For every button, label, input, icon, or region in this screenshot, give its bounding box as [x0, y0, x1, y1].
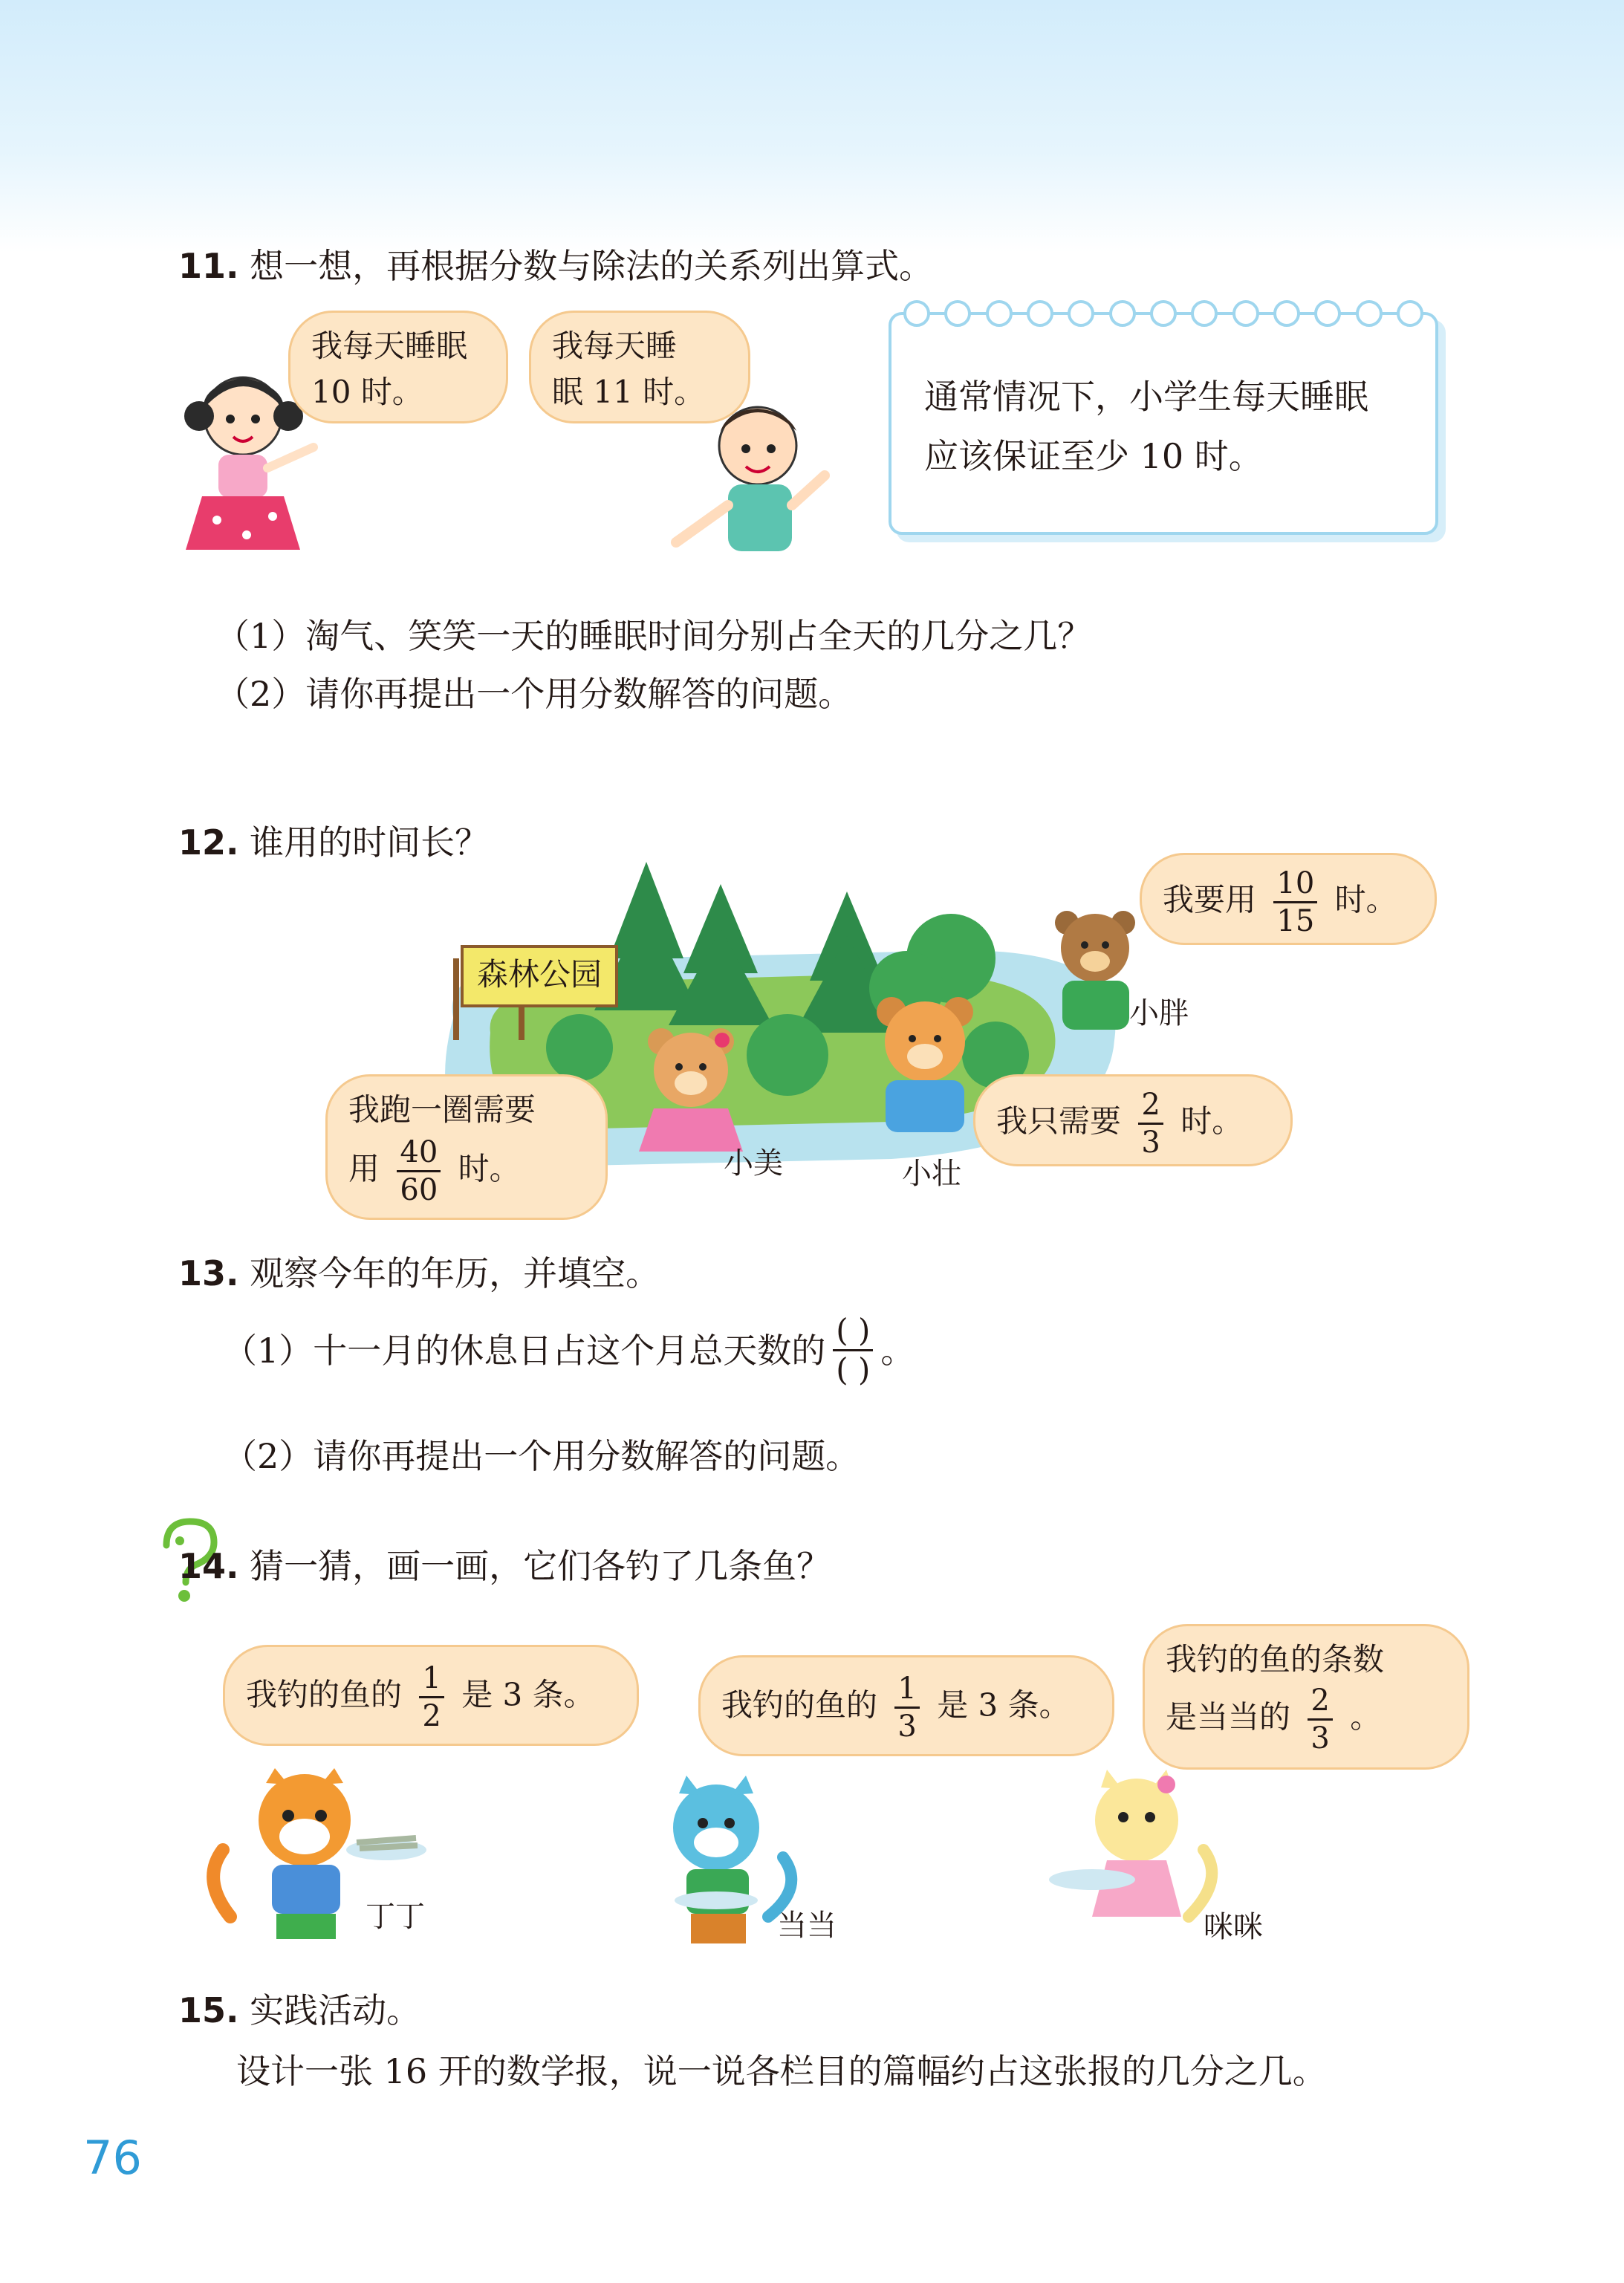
- q15-body: 设计一张 16 开的数学报，说一说各栏目的篇幅约占这张报的几分之几。: [236, 2051, 1327, 2091]
- xiaopang-speech-bubble: [1140, 853, 1437, 945]
- mimi-bubble-post: 。: [1350, 1698, 1382, 1735]
- q14-text: 猜一猜，画一画，它们各钓了几条鱼？: [250, 1546, 831, 1586]
- q14-heading: [178, 1544, 831, 1588]
- q11-number: 11.: [178, 246, 239, 286]
- mimi-bubble-pre: 是当当的: [1166, 1698, 1291, 1735]
- page-number: 76: [83, 2131, 142, 2185]
- xiaopang-bubble-post: 时。: [1334, 881, 1397, 918]
- q13-sub1: [223, 1312, 915, 1388]
- forest-park-sign: 森林公园: [461, 945, 618, 1007]
- xiaomei-name: 小美: [724, 1146, 783, 1181]
- xiaozhuang-bubble-post: 时。: [1180, 1102, 1244, 1140]
- fraction-denominator: 15: [1276, 904, 1315, 938]
- dingding-bubble-pre: 我钓的鱼的: [246, 1676, 403, 1713]
- dangdang-speech-bubble: [698, 1655, 1114, 1756]
- fraction-2-3: [1138, 1088, 1163, 1160]
- girl-bubble-line-1: 我每天睡眠: [311, 328, 468, 364]
- q11-sub2: （2）请你再提出一个用分数解答的问题。: [215, 674, 853, 714]
- girl-speech-bubble: [288, 311, 508, 423]
- xiaomei-bubble-pre: 用: [348, 1150, 380, 1187]
- fraction-denominator: 2: [422, 1699, 441, 1733]
- header-band: [0, 0, 1624, 253]
- sleep-guideline-note: [889, 312, 1438, 535]
- blank-denominator[interactable]: ( ): [836, 1351, 871, 1388]
- xiaopang-name: 小胖: [1129, 996, 1189, 1030]
- fraction-1-3: [894, 1672, 919, 1744]
- note-binder-rings: [903, 300, 1423, 327]
- dingding-bubble-post: 是 3 条。: [461, 1676, 595, 1713]
- xiaozhuang-bubble-pre: 我只需要: [996, 1102, 1122, 1140]
- fraction-numerator: 40: [397, 1137, 441, 1172]
- boy-xiaoxiao-illustration: [669, 394, 832, 557]
- dingding-name: 丁丁: [366, 1900, 425, 1934]
- dangdang-bubble-pre: 我钓的鱼的: [721, 1686, 878, 1724]
- xiaozhuang-bear-illustration: [862, 996, 988, 1152]
- boy-bubble-line-1: 我每天睡: [552, 328, 678, 364]
- fraction-40-60: [397, 1137, 441, 1205]
- fraction-numerator: 2: [1308, 1686, 1332, 1721]
- q13-sub1-end: 。: [880, 1330, 915, 1371]
- q12-heading: [178, 820, 489, 865]
- dangdang-bubble-post: 是 3 条。: [937, 1686, 1071, 1724]
- mimi-bubble-line-1: 我钓的鱼的条数: [1166, 1641, 1385, 1678]
- q12-number: 12.: [178, 822, 239, 863]
- fraction-denominator: 3: [1141, 1126, 1160, 1160]
- xiaozhuang-name: 小壮: [902, 1157, 961, 1191]
- xiaozhuang-speech-bubble: [973, 1074, 1293, 1166]
- q12-text: 谁用的时间长？: [250, 822, 490, 863]
- q13-sub1-text: （1）十一月的休息日占这个月总天数的: [223, 1330, 826, 1371]
- boy-bubble-line-2: 眠 11 时。: [552, 374, 706, 410]
- q11-heading: [178, 244, 933, 288]
- note-line-1: 通常情况下，小学生每天睡眠: [924, 377, 1368, 417]
- xiaopang-bubble-pre: 我要用: [1163, 881, 1257, 918]
- fraction-10-15: [1273, 868, 1317, 936]
- fraction-numerator: 1: [419, 1663, 444, 1698]
- q13-text: 观察今年的年历，并填空。: [250, 1253, 660, 1293]
- mimi-name: 咪咪: [1204, 1910, 1263, 1944]
- q11-text: 想一想，再根据分数与除法的关系列出算式。: [250, 246, 934, 286]
- mimi-speech-bubble: [1143, 1624, 1469, 1770]
- q14-number: 14.: [178, 1546, 239, 1586]
- fraction-numerator: 1: [894, 1674, 919, 1709]
- q11-sub1: （1）淘气、笑笑一天的睡眠时间分别占全天的几分之几？: [215, 616, 1092, 656]
- fraction-numerator: 2: [1138, 1090, 1163, 1125]
- xiaomei-bubble-post: 时。: [458, 1150, 521, 1187]
- girl-bubble-line-2: 10 时。: [311, 374, 423, 410]
- blank-numerator[interactable]: ( ): [833, 1315, 873, 1351]
- xiaomei-bubble-line-1: 我跑一圈需要: [348, 1091, 536, 1128]
- dingding-speech-bubble: [223, 1645, 639, 1746]
- q13-heading: [178, 1251, 660, 1296]
- q15-heading: [178, 1988, 420, 2033]
- fraction-numerator: 10: [1273, 868, 1317, 903]
- q13-number: 13.: [178, 1253, 239, 1293]
- note-line-2: 应该保证至少 10 时。: [924, 436, 1263, 476]
- q13-sub2: （2）请你再提出一个用分数解答的问题。: [223, 1436, 860, 1476]
- fraction-denominator: 3: [1310, 1721, 1330, 1756]
- blank-fraction[interactable]: [833, 1312, 873, 1388]
- q15-number: 15.: [178, 1990, 239, 2030]
- fraction-1-2: [419, 1663, 444, 1731]
- fraction-denominator: 60: [400, 1173, 438, 1207]
- dangdang-name: 当当: [777, 1909, 837, 1943]
- fraction-2-3: [1308, 1683, 1332, 1756]
- fraction-denominator: 3: [897, 1709, 917, 1744]
- xiaomei-speech-bubble: [325, 1074, 608, 1220]
- q15-text: 实践活动。: [250, 1990, 421, 2030]
